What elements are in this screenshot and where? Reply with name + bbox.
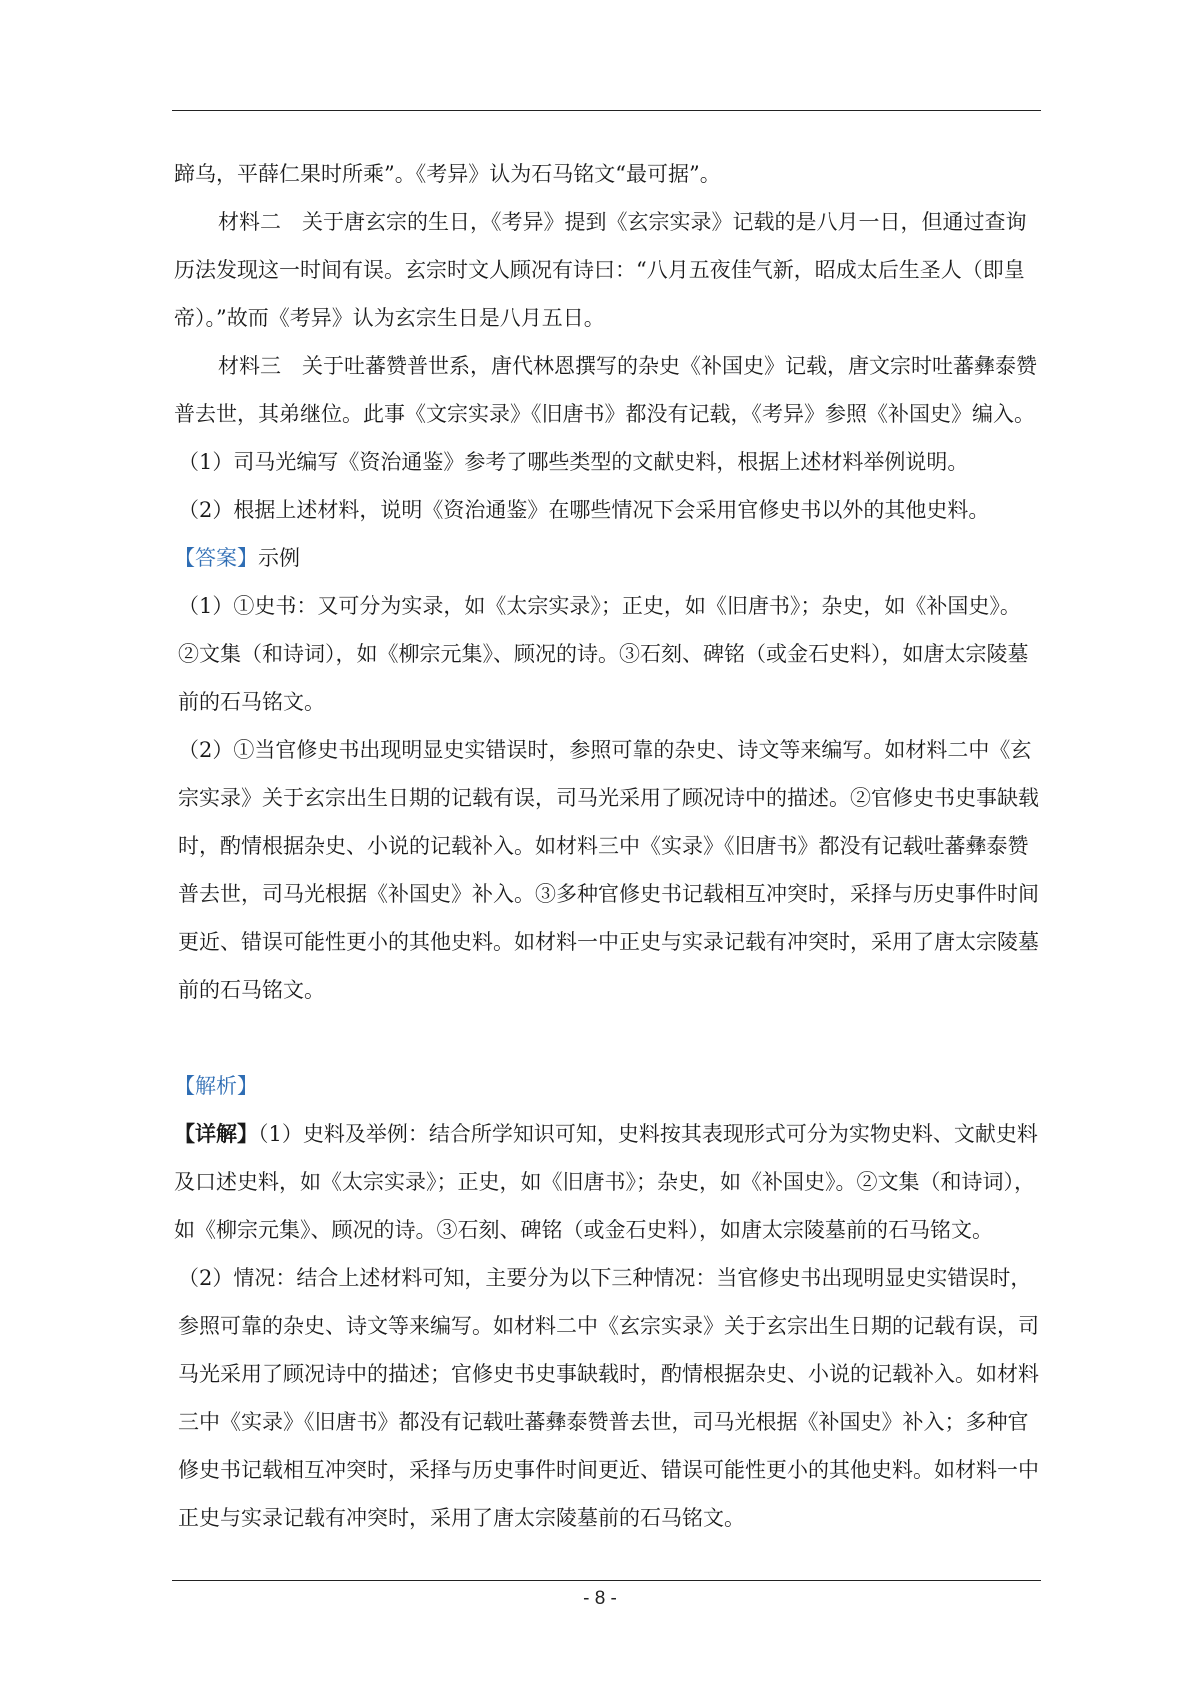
header-rule [172, 110, 1041, 111]
material-three: 材料三 关于吐蕃赞普世系，唐代林恩撰写的杂史《补国史》记载，唐文宗时吐蕃彝泰赞普去世，其弟继位。此事《文宗实录》《旧唐书》都没有记载，《考异》参照《补国史》编入。 [174, 354, 1037, 426]
detail-one [174, 1110, 1040, 1254]
detail-one-text: （1）史料及举例：结合所学知识可知，史料按其表现形式可分为实物史料、文献史料及口述史料，如《太宗实录》；正史，如《旧唐书》；杂史，如《补国史》。②文集（和诗词），如《柳宗元集》、顾况的诗。③石刻、碑铭（或金石史料），如唐太宗陵墓前的石马铭文。 [174, 1122, 1038, 1242]
answer-two: （2）①当官修史书出现明显史实错误时，参照可靠的杂史、诗文等来编写。如材料二中《玄宗实录》关于玄宗出生日期的记载有误，司马光采用了顾况诗中的描述。②官修史书史事缺载时，酌情根据杂史、小说的记载补入。如材料三中《实录》《旧唐书》都没有记载吐蕃彝泰赞普去世，司马光根据《补国史》补入。③多种官修史书记载相互冲突时，采择与历史事件时间更近、错误可能性更小的其他史料。如材料一中正史与实录记载有冲突时，采用了唐太宗陵墓前的石马铭文。 [178, 738, 1039, 1002]
material-two: 材料二 关于唐玄宗的生日，《考异》提到《玄宗实录》记载的是八月一日，但通过查询历法发现这一时间有误。玄宗时文人顾况有诗曰：“八月五夜佳气新，昭成太后生圣人（即皇帝）。”故而《考异》认为玄宗生日是八月五日。 [174, 210, 1027, 330]
footer-rule [172, 1580, 1041, 1581]
detail-two: （2）情况：结合上述材料可知，主要分为以下三种情况：当官修史书出现明显史实错误时，参照可靠的杂史、诗文等来编写。如材料二中《玄宗实录》关于玄宗出生日期的记载有误，司马光采用了顾况诗中的描述；官修史书史事缺载时，酌情根据杂史、小说的记载补入。如材料三中《实录》《旧唐书》都没有记载吐蕃彝泰赞普去世，司马光根据《补国史》补入；多种官修史书记载相互冲突时，采择与历史事件时间更近、错误可能性更小的其他史料。如材料一中正史与实录记载有冲突时，采用了唐太宗陵墓前的石马铭文。 [178, 1266, 1039, 1530]
detail-tag: 【详解】 [174, 1121, 258, 1146]
document-body [174, 150, 1040, 1542]
analysis-tag: 【解析】 [174, 1074, 258, 1098]
analysis-heading [174, 1062, 1040, 1110]
question-two: （2）根据上述材料，说明《资治通鉴》在哪些情况下会采用官修史书以外的其他史料。 [178, 498, 990, 522]
section-gap [174, 1014, 1040, 1062]
question-one: （1）司马光编写《资治通鉴》参考了哪些类型的文献史料，根据上述材料举例说明。 [178, 450, 969, 474]
answer-heading [174, 534, 1040, 582]
answer-tag: 【答案】 [174, 546, 258, 570]
answer-one: （1）①史书：又可分为实录，如《太宗实录》；正史，如《旧唐书》；杂史，如《补国史》。②文集（和诗词），如《柳宗元集》、顾况的诗。③石刻、碑铭（或金石史料），如唐太宗陵墓前的石马铭文。 [178, 594, 1029, 714]
page-number: - 8 - [583, 1588, 617, 1609]
answer-intro: 示例 [258, 546, 300, 570]
material-one-tail: 蹄乌，平薛仁果时所乘”。《考异》认为石马铭文“最可据”。 [174, 162, 721, 186]
